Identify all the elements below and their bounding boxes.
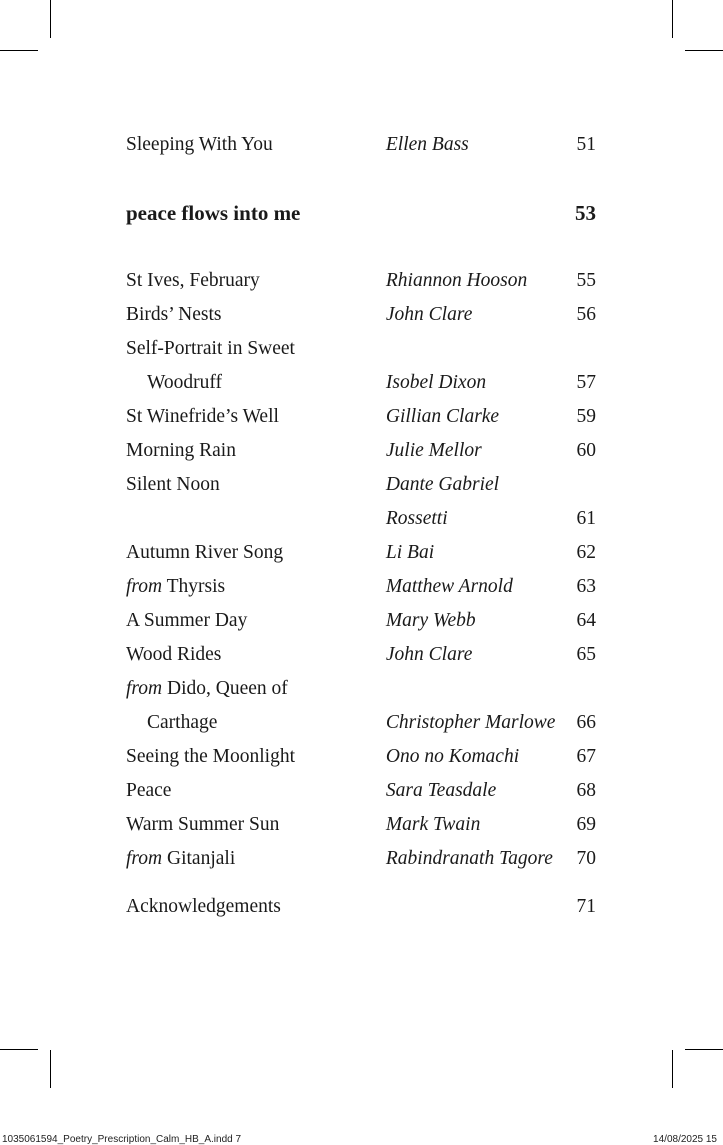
entry-author bbox=[386, 196, 560, 230]
entry-title: A Summer Day bbox=[126, 610, 248, 631]
entry-title-text: Dido, Queen of bbox=[162, 678, 288, 699]
entry-page-number: 57 bbox=[576, 372, 596, 393]
entry-author: Rabindranath Tagore bbox=[385, 848, 553, 869]
entry-author: Matthew Arnold bbox=[385, 576, 513, 597]
entry-author: Isobel Dixon bbox=[385, 372, 487, 393]
crop-mark-top-left-horizontal bbox=[0, 50, 38, 51]
spacer-row bbox=[126, 230, 596, 264]
section-heading: peace flows into me bbox=[126, 201, 301, 225]
entry-author: Julie Mellor bbox=[385, 440, 482, 461]
crop-mark-top-left-vertical bbox=[50, 0, 51, 38]
entry-page-number: 51 bbox=[576, 134, 596, 155]
entry-title: Woodruff bbox=[147, 372, 222, 393]
crop-mark-top-right-vertical bbox=[672, 0, 673, 38]
contents-table bbox=[126, 128, 596, 924]
entry-title bbox=[126, 842, 386, 876]
entry-author: Gillian Clarke bbox=[385, 406, 500, 427]
entry-page-number bbox=[560, 332, 596, 366]
entry-author: Ellen Bass bbox=[385, 134, 469, 155]
crop-mark-bottom-left-vertical bbox=[50, 1050, 51, 1088]
entry-page-number: 69 bbox=[576, 814, 596, 835]
entry-title bbox=[126, 502, 386, 536]
entry-page-number: 67 bbox=[576, 746, 596, 767]
entry-page-number: 66 bbox=[576, 712, 596, 733]
crop-mark-bottom-right-horizontal bbox=[685, 1049, 723, 1050]
entry-author: Mark Twain bbox=[385, 814, 481, 835]
table-of-contents bbox=[126, 128, 596, 924]
entry-author: Mary Webb bbox=[385, 610, 476, 631]
entry-title: Birds’ Nests bbox=[126, 304, 222, 325]
entry-page-number bbox=[560, 468, 596, 502]
entry-page-number: 63 bbox=[576, 576, 596, 597]
entry-title bbox=[126, 570, 386, 604]
entry-page-number: 64 bbox=[576, 610, 596, 631]
entry-title: Seeing the Moonlight bbox=[126, 746, 295, 767]
entry-author: Rossetti bbox=[385, 508, 448, 529]
entry-title-text: Thyrsis bbox=[162, 576, 226, 597]
entry-author: Rhiannon Hooson bbox=[385, 270, 528, 291]
entry-title: Warm Summer Sun bbox=[126, 814, 280, 835]
entry-title-text: Gitanjali bbox=[162, 848, 236, 869]
entry-title-from: from bbox=[126, 678, 163, 699]
entry-title: Wood Rides bbox=[126, 644, 222, 665]
entry-page-number: 59 bbox=[576, 406, 596, 427]
entry-author bbox=[386, 890, 560, 924]
entry-title: Acknowledgements bbox=[126, 896, 281, 917]
entry-page-number: 56 bbox=[576, 304, 596, 325]
entry-title: Silent Noon bbox=[126, 474, 220, 495]
entry-author bbox=[386, 332, 560, 366]
entry-title-from: from bbox=[126, 576, 163, 597]
spacer-row bbox=[126, 162, 596, 196]
spacer-row bbox=[126, 876, 596, 890]
entry-page-number: 70 bbox=[576, 848, 596, 869]
entry-page-number: 60 bbox=[576, 440, 596, 461]
entry-page-number: 65 bbox=[576, 644, 596, 665]
entry-author: John Clare bbox=[385, 644, 473, 665]
entry-title: Peace bbox=[126, 780, 172, 801]
entry-title: Autumn River Song bbox=[126, 542, 284, 563]
entry-author: Li Bai bbox=[385, 542, 435, 563]
entry-title: Sleeping With You bbox=[126, 134, 273, 155]
entry-page-number: 55 bbox=[576, 270, 596, 291]
entry-page-number: 62 bbox=[576, 542, 596, 563]
entry-title: St Ives, February bbox=[126, 270, 260, 291]
entry-page-number: 68 bbox=[576, 780, 596, 801]
crop-mark-top-right-horizontal bbox=[685, 50, 723, 51]
entry-title: St Winefride’s Well bbox=[126, 406, 279, 427]
entry-title-from: from bbox=[126, 848, 163, 869]
printer-slug-date: 14/08/2025 15 bbox=[653, 1134, 717, 1145]
printer-slug-filename: 1035061594_Poetry_Prescription_Calm_HB_A.indd 7 bbox=[2, 1134, 242, 1145]
entry-page-number: 61 bbox=[576, 508, 596, 529]
entry-author bbox=[386, 672, 560, 706]
entry-author: John Clare bbox=[385, 304, 473, 325]
entry-title: Self-Portrait in Sweet bbox=[126, 338, 295, 359]
entry-title: Morning Rain bbox=[126, 440, 236, 461]
entry-title: Carthage bbox=[147, 712, 218, 733]
entry-author: Sara Teasdale bbox=[385, 780, 497, 801]
entry-author: Dante Gabriel bbox=[385, 474, 500, 495]
entry-page-number bbox=[560, 672, 596, 706]
crop-mark-bottom-right-vertical bbox=[672, 1050, 673, 1088]
entry-author: Christopher Marlowe bbox=[385, 712, 556, 733]
entry-page-number: 71 bbox=[576, 896, 596, 917]
entry-author: Ono no Komachi bbox=[385, 746, 520, 767]
entry-title bbox=[126, 672, 386, 706]
crop-mark-bottom-left-horizontal bbox=[0, 1049, 38, 1050]
entry-page-number: 53 bbox=[575, 201, 596, 225]
